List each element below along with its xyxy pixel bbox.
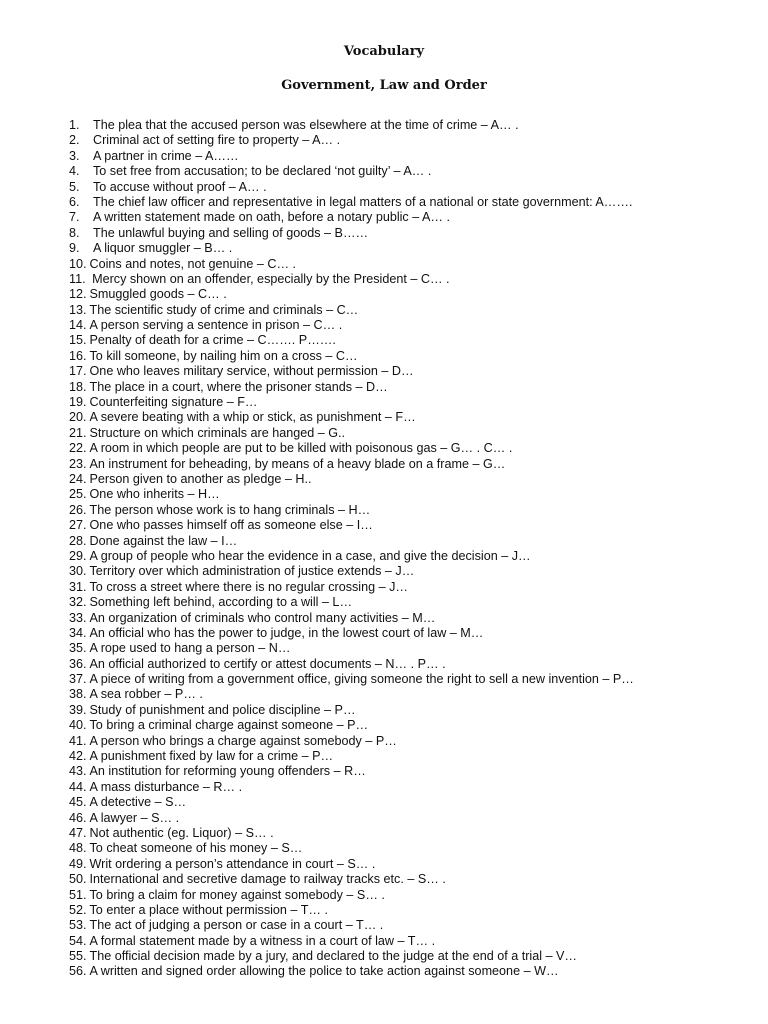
item-text: A partner in crime – A……	[93, 148, 239, 163]
item-number: 26.	[69, 502, 87, 517]
item-number: 50.	[69, 872, 87, 887]
list-item	[69, 534, 759, 549]
list-item	[69, 657, 759, 672]
item-text: The chief law officer and representative in legal matters of a national or state government: A…….	[93, 194, 633, 209]
item-number: 25.	[69, 487, 87, 502]
item-text: Something left behind, according to a will – L…	[89, 595, 353, 610]
item-text: One who inherits – H…	[89, 487, 220, 502]
item-text: A group of people who hear the evidence in a case, and give the decision – J…	[89, 548, 531, 563]
item-text: Mercy shown on an offender, especially by the President – C… .	[88, 271, 450, 286]
list-item	[69, 626, 759, 641]
list-item	[69, 934, 759, 949]
list-item	[69, 611, 759, 626]
item-number: 15.	[69, 333, 87, 348]
list-item	[69, 780, 759, 795]
item-number: 28.	[69, 533, 87, 548]
list-item	[69, 426, 759, 441]
list-item	[69, 826, 759, 841]
list-item	[69, 703, 759, 718]
list-item	[69, 472, 759, 487]
item-number: 5.	[69, 179, 80, 194]
list-item	[69, 718, 759, 733]
item-number: 11.	[69, 271, 86, 286]
item-number: 17.	[69, 364, 87, 379]
list-item	[69, 687, 759, 702]
item-text: One who leaves military service, without permission – D…	[89, 364, 414, 379]
item-text: A punishment fixed by law for a crime – P…	[89, 749, 334, 764]
item-number: 49.	[69, 856, 87, 871]
item-number: 13.	[69, 302, 87, 317]
item-number: 29.	[69, 548, 87, 563]
item-number: 40.	[69, 718, 87, 733]
list-item	[69, 580, 759, 595]
list-item	[69, 457, 759, 472]
item-number: 6.	[69, 194, 80, 209]
item-number: 56.	[69, 964, 87, 979]
list-item	[69, 672, 759, 687]
list-item	[69, 380, 759, 395]
item-text: To bring a claim for money against somebody – S… .	[89, 887, 385, 902]
item-text: An official who has the power to judge, in the lowest court of law – M…	[89, 625, 484, 640]
item-text: Done against the law – I…	[89, 533, 238, 548]
item-number: 9.	[69, 241, 80, 256]
item-text: Study of punishment and police discipline – P…	[89, 702, 356, 717]
item-text: A person serving a sentence in prison – C… .	[89, 318, 343, 333]
item-text: The plea that the accused person was elsewhere at the time of crime – A… .	[93, 118, 519, 132]
item-number: 37.	[69, 672, 87, 687]
item-number: 45.	[69, 795, 87, 810]
document-subtitle: Government, Law and Order	[281, 78, 487, 93]
list-item	[69, 811, 759, 826]
list-item	[69, 549, 759, 564]
item-text: Not authentic (eg. Liquor) – S… .	[89, 825, 274, 840]
list-item	[69, 564, 759, 579]
item-number: 31.	[69, 579, 87, 594]
list-item	[69, 903, 759, 918]
list-item	[69, 210, 759, 225]
item-text: To set free from accusation; to be declared ‘not guilty’ – A… .	[93, 164, 432, 179]
item-text: A room in which people are put to be killed with poisonous gas – G… . C… .	[89, 441, 513, 456]
list-item	[69, 241, 759, 256]
item-text: Penalty of death for a crime – C……. P…….	[89, 333, 336, 348]
item-text: The unlawful buying and selling of goods – B……	[93, 225, 369, 240]
item-text: A written and signed order allowing the police to take action against someone – W…	[89, 964, 559, 979]
list-item	[69, 857, 759, 872]
item-text: A formal statement made by a witness in a court of law – T… .	[89, 933, 436, 948]
item-number: 24.	[69, 471, 87, 486]
list-item	[69, 226, 759, 241]
list-item	[69, 303, 759, 318]
list-item	[69, 918, 759, 933]
item-number: 36.	[69, 656, 87, 671]
item-text: Person given to another as pledge – H..	[89, 471, 312, 486]
item-text: The scientific study of crime and criminals – C…	[89, 302, 359, 317]
item-text: The place in a court, where the prisoner stands – D…	[89, 379, 388, 394]
item-text: To cross a street where there is no regular crossing – J…	[89, 579, 408, 594]
item-text: A severe beating with a whip or stick, as punishment – F…	[89, 410, 416, 425]
item-number: 38.	[69, 687, 87, 702]
item-number: 35.	[69, 641, 87, 656]
list-item	[69, 257, 759, 272]
item-text: The person whose work is to hang criminals – H…	[89, 502, 371, 517]
item-text: An institution for reforming young offenders – R…	[89, 764, 366, 779]
list-item	[69, 949, 759, 964]
item-number: 22.	[69, 441, 87, 456]
list-item	[69, 410, 759, 425]
item-text: Writ ordering a person’s attendance in court – S… .	[89, 856, 376, 871]
list-item	[69, 595, 759, 610]
item-number: 30.	[69, 564, 87, 579]
item-number: 39.	[69, 702, 87, 717]
item-number: 33.	[69, 610, 87, 625]
item-number: 1.	[69, 118, 80, 132]
item-number: 27.	[69, 518, 87, 533]
item-number: 51.	[69, 887, 87, 902]
item-text: A lawyer – S… .	[89, 810, 180, 825]
item-text: A detective – S…	[89, 795, 187, 810]
item-number: 41.	[69, 733, 87, 748]
item-number: 19.	[69, 395, 87, 410]
item-number: 10.	[69, 256, 87, 271]
item-number: 23.	[69, 456, 87, 471]
list-item	[69, 395, 759, 410]
list-item	[69, 734, 759, 749]
item-number: 34.	[69, 625, 87, 640]
item-number: 42.	[69, 749, 87, 764]
vocabulary-list	[69, 118, 759, 980]
list-item	[69, 964, 759, 979]
item-text: To bring a criminal charge against someone – P…	[89, 718, 369, 733]
list-item	[69, 149, 759, 164]
item-number: 32.	[69, 595, 87, 610]
list-item	[69, 888, 759, 903]
item-text: An instrument for beheading, by means of a heavy blade on a frame – G…	[89, 456, 506, 471]
list-item	[69, 195, 759, 210]
item-text: Criminal act of setting fire to property – A… .	[93, 133, 341, 148]
item-number: 43.	[69, 764, 87, 779]
item-number: 8.	[69, 225, 80, 240]
item-text: To kill someone, by nailing him on a cross – C…	[89, 348, 358, 363]
item-text: A piece of writing from a government office, giving someone the right to sell a new invention – P…	[89, 672, 634, 687]
item-number: 48.	[69, 841, 87, 856]
item-text: The act of judging a person or case in a court – T… .	[89, 918, 384, 933]
item-text: To enter a place without permission – T… .	[89, 902, 328, 917]
item-text: An organization of criminals who control many activities – M…	[89, 610, 436, 625]
item-number: 55.	[69, 949, 87, 964]
list-item	[69, 518, 759, 533]
item-text: The official decision made by a jury, and declared to the judge at the end of a trial – V…	[89, 949, 578, 964]
item-text: A mass disturbance – R… .	[89, 779, 243, 794]
list-item	[69, 749, 759, 764]
item-number: 2.	[69, 133, 80, 148]
list-item	[69, 349, 759, 364]
item-number: 20.	[69, 410, 87, 425]
item-number: 44.	[69, 779, 87, 794]
item-text: A rope used to hang a person – N…	[89, 641, 291, 656]
list-item	[69, 272, 759, 287]
item-text: Counterfeiting signature – F…	[89, 395, 258, 410]
list-item	[69, 118, 759, 133]
item-text: A sea robber – P… .	[89, 687, 203, 702]
item-text: Smuggled goods – C… .	[89, 287, 227, 302]
item-number: 52.	[69, 902, 87, 917]
item-number: 14.	[69, 318, 87, 333]
list-item	[69, 641, 759, 656]
item-text: Territory over which administration of justice extends – J…	[89, 564, 415, 579]
document-title: Vocabulary	[343, 44, 425, 59]
list-item	[69, 764, 759, 779]
list-item	[69, 287, 759, 302]
item-number: 12.	[69, 287, 87, 302]
item-number: 16.	[69, 348, 87, 363]
list-item	[69, 872, 759, 887]
item-number: 53.	[69, 918, 87, 933]
item-number: 54.	[69, 933, 87, 948]
item-text: An official authorized to certify or attest documents – N… . P… .	[89, 656, 446, 671]
item-number: 18.	[69, 379, 87, 394]
item-number: 4.	[69, 164, 80, 179]
item-number: 46.	[69, 810, 87, 825]
list-item	[69, 487, 759, 502]
item-text: Coins and notes, not genuine – C… .	[89, 256, 297, 271]
list-item	[69, 164, 759, 179]
item-number: 7.	[69, 210, 80, 225]
list-item	[69, 364, 759, 379]
list-item	[69, 503, 759, 518]
item-number: 21.	[69, 425, 87, 440]
item-number: 47.	[69, 825, 87, 840]
item-text: To accuse without proof – A… .	[93, 179, 267, 194]
item-text: Structure on which criminals are hanged – G..	[89, 425, 346, 440]
item-text: One who passes himself off as someone else – I…	[89, 518, 373, 533]
item-text: To cheat someone of his money – S…	[89, 841, 303, 856]
list-item	[69, 841, 759, 856]
item-number: 3.	[69, 148, 80, 163]
list-item	[69, 333, 759, 348]
list-item	[69, 795, 759, 810]
item-text: A written statement made on oath, before a notary public – A… .	[93, 210, 451, 225]
list-item	[69, 180, 759, 195]
item-text: A person who brings a charge against somebody – P…	[89, 733, 397, 748]
item-text: International and secretive damage to railway tracks etc. – S… .	[89, 872, 446, 887]
item-text: A liquor smuggler – B… .	[93, 241, 233, 256]
list-item	[69, 133, 759, 148]
list-item	[69, 318, 759, 333]
list-item	[69, 441, 759, 456]
